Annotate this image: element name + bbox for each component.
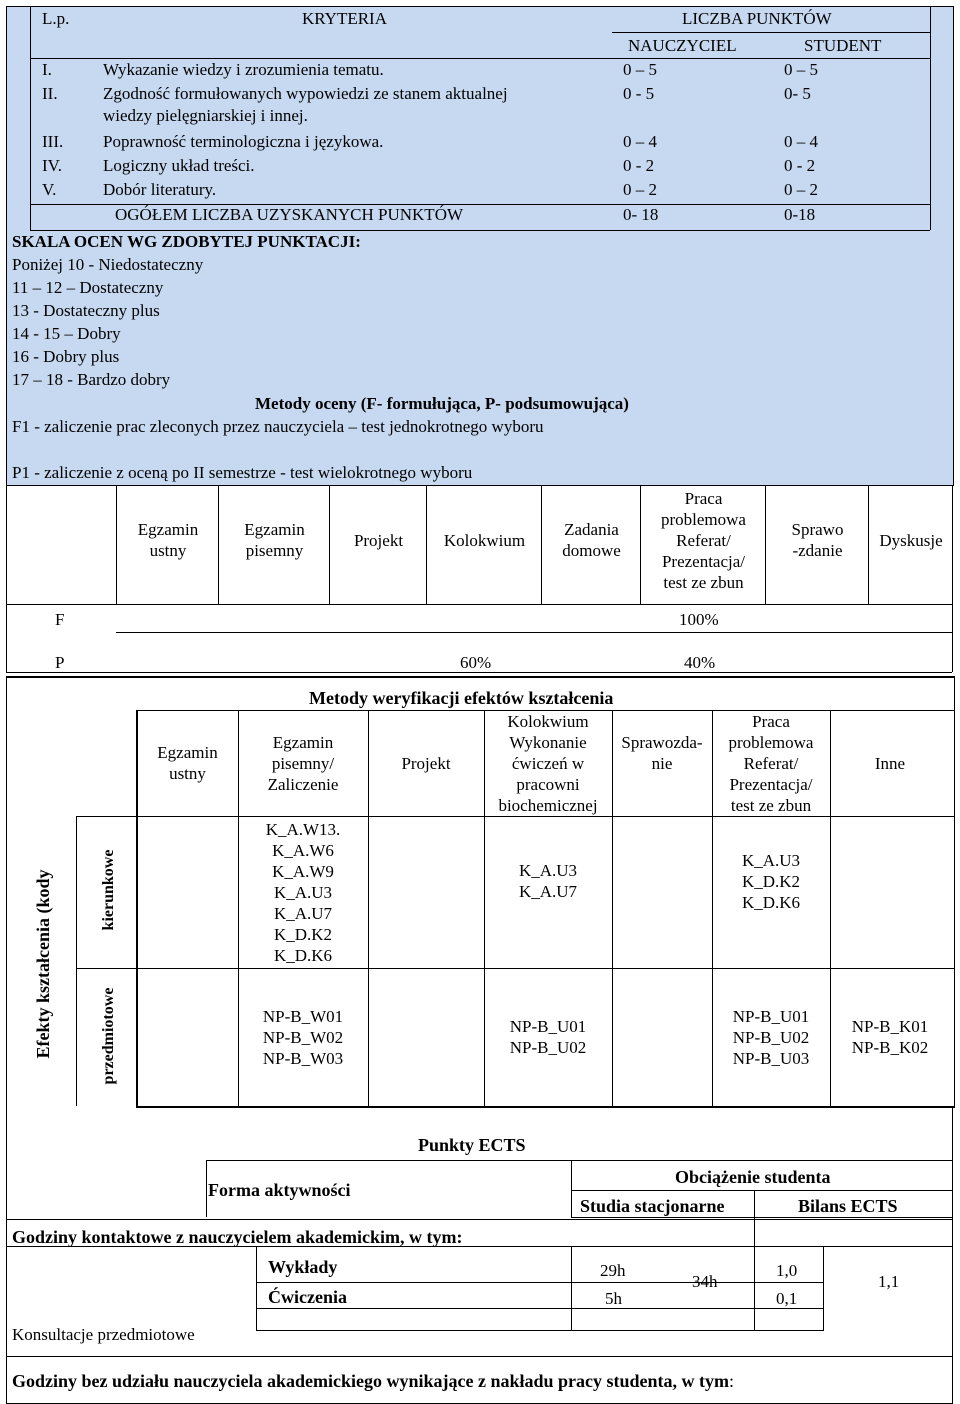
scale-item: 11 – 12 – Dostateczny [12,278,164,297]
verif-header-praca: Praca problemowa Referat/ Prezentacja/ test ze zbun [728,711,814,815]
row-teacher: 0 - 2 [623,156,655,175]
scale-title: SKALA OCEN WG ZDOBYTEJ PUNKTACJI: [12,232,361,251]
kier-pisemny-codes: K_A.W13. K_A.W6 K_A.W9 K_A.U3 K_A.U7 K_D.K2 K_D.K6 [265,819,341,965]
total-teacher: 0- 18 [623,205,659,224]
kier-kolokwium-codes: K_A.U3 K_A.U7 [518,861,578,901]
sum-hours: 34h [692,1272,718,1291]
przedmiotowe-label: przedmiotowe [100,987,117,1085]
konsultacje: Konsultacje przedmiotowe [12,1325,195,1344]
forma-aktywnosci: Forma aktywności [208,1180,351,1200]
row-teacher: 0 - 5 [623,84,655,103]
scale-item: 16 - Dobry plus [12,347,120,366]
ects-title: Punkty ECTS [418,1135,526,1155]
row-p-value-60: 60% [460,653,492,672]
row-text: Logiczny układ treści. [103,156,255,175]
verif-header-sprawozdanie: Sprawozda- nie [621,733,703,773]
row-num: II. [42,84,58,103]
verif-header-projekt: Projekt [401,753,451,773]
row-student: 0 - 2 [784,156,816,175]
scale-item: 13 - Dostateczny plus [12,301,160,320]
col-nauczyciel-header: NAUCZYCIEL [628,36,737,55]
wyklady-hours: 29h [600,1261,626,1280]
studia-stacjonarne: Studia stacjonarne [580,1196,725,1216]
cwiczenia-label: Ćwiczenia [268,1287,347,1307]
verif-header-kolokwium: Kolokwium Wykonanie ćwiczeń w pracowni biochemicznej [498,711,598,815]
assessment-header-dyskusje: Dyskusje [879,530,943,550]
row-teacher: 0 – 5 [623,60,657,79]
cwiczenia-ects: 0,1 [776,1289,798,1308]
bilans-ects: Bilans ECTS [798,1196,898,1216]
assessment-header-egzamin-ustny: Egzamin ustny [137,520,199,560]
row-text: Poprawność terminologiczna i językowa. [103,132,384,151]
row-text-continuation: wiedzy pielęgniarskiej i innej. [103,106,308,125]
efekty-side-label: Efekty kształcenia (kody [33,869,53,1059]
col-student-header: STUDENT [804,36,882,55]
row-f-label: F [55,610,65,629]
row-text: Zgodność formułowanych wypowiedzi ze stanem aktualnej [103,84,508,103]
row-num: III. [42,132,64,151]
row-p-label: P [55,653,65,672]
verif-header-egzamin-ustny: Egzamin ustny [157,743,218,783]
przed-inne-codes: NP-B_K01 NP-B_K02 [851,1017,929,1057]
verif-header-egzamin-pisemny: Egzamin pisemny/ Zaliczenie [267,732,339,794]
przed-pisemny-codes: NP-B_W01 NP-B_W02 NP-B_W03 [262,1006,344,1068]
methods-f1: F1 - zaliczenie prac zleconych przez nauczyciela – test jednokrotnego wyboru [12,417,544,436]
kier-praca-codes: K_A.U3 K_D.K2 K_D.K6 [741,850,801,912]
col-lp-header: L.p. [42,9,70,28]
przed-praca-codes: NP-B_U01 NP-B_U02 NP-B_U03 [732,1006,810,1068]
total-student: 0-18 [784,205,816,224]
kierunkowe-label: kierunkowe [100,849,117,931]
row-teacher: 0 – 4 [623,132,657,151]
row-student: 0- 5 [784,84,811,103]
sum-ects: 1,1 [878,1272,900,1291]
row-teacher: 0 – 2 [623,180,657,199]
row-student: 0 – 2 [784,180,818,199]
assessment-header-sprawozdanie: Sprawo -zdanie [791,520,844,560]
col-kryteria-header: KRYTERIA [302,9,387,28]
methods-p1: P1 - zaliczenie z oceną po II semestrze - test wielokrotnego wyboru [12,463,473,482]
col-liczba-header: LICZBA PUNKTÓW [682,9,832,28]
cwiczenia-hours: 5h [605,1289,622,1308]
verification-title: Metody weryfikacji efektów kształcenia [309,688,614,708]
row-p-value-40: 40% [684,653,716,672]
bez-udzialu: Godziny bez udziału nauczyciela akademickiego wynikające z nakładu pracy studenta, w tym: [12,1371,735,1391]
wyklady-ects: 1,0 [776,1261,798,1280]
row-num: I. [42,60,52,79]
scale-item: Poniżej 10 - Niedostateczny [12,255,204,274]
obciazenie-studenta: Obciążenie studenta [675,1167,831,1187]
assessment-header-projekt: Projekt [353,530,404,550]
row-text: Dobór literatury. [103,180,217,199]
row-student: 0 – 5 [784,60,818,79]
row-num: IV. [42,156,62,175]
scale-item: 17 – 18 - Bardzo dobry [12,370,171,389]
godziny-kontaktowe: Godziny kontaktowe z nauczycielem akademickim, w tym: [12,1227,463,1247]
row-student: 0 – 4 [784,132,818,151]
row-num: V. [42,180,57,199]
assessment-header-kolokwium: Kolokwium [443,530,526,550]
methods-title: Metody oceny (F- formułująca, P- podsumowująca) [255,394,629,413]
total-label: OGÓŁEM LICZBA UZYSKANYCH PUNKTÓW [115,205,464,224]
scale-item: 14 - 15 – Dobry [12,324,121,343]
assessment-header-zadania: Zadania domowe [562,520,621,560]
przed-kolokwium-codes: NP-B_U01 NP-B_U02 [509,1017,587,1057]
row-f-value: 100% [679,610,719,629]
assessment-header-praca: Praca problemowa Referat/ Prezentacja/ test ze zbun [661,488,746,592]
assessment-header-egzamin-pisemny: Egzamin pisemny [244,520,305,560]
verif-header-inne: Inne [874,753,906,773]
wyklady-label: Wykłady [268,1257,338,1277]
row-text: Wykazanie wiedzy i zrozumienia tematu. [103,60,384,79]
